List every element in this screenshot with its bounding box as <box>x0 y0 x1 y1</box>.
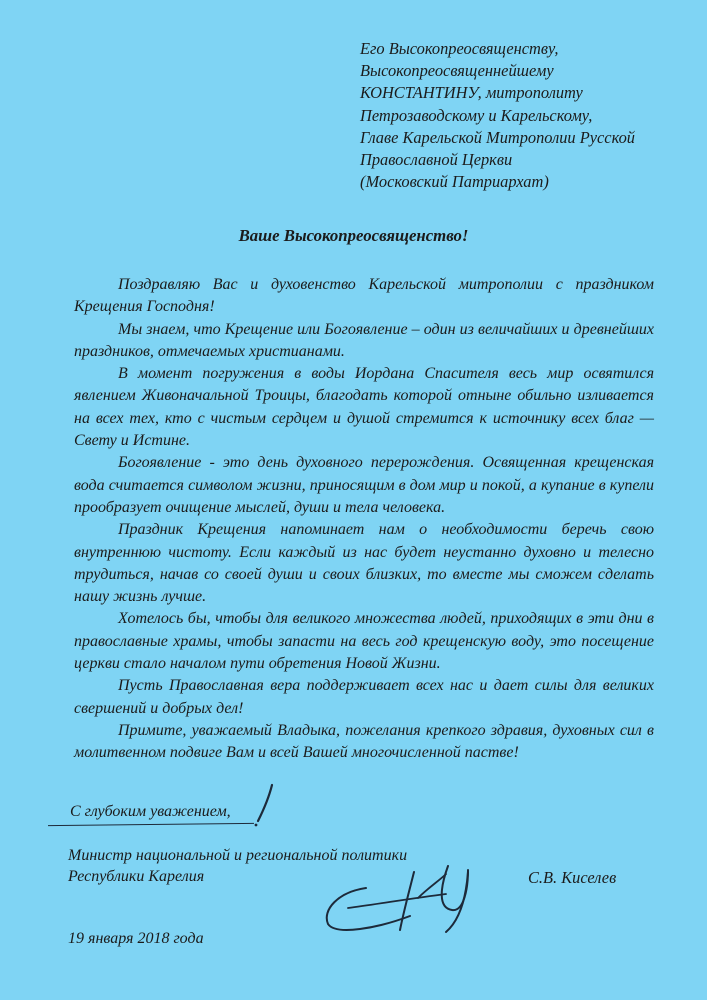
paragraph: Мы знаем, что Крещение или Богоявление – один из величайших и древнейших праздников, отмечаемых христианами. <box>74 320 654 360</box>
handwritten-signature <box>318 858 498 938</box>
paragraph: Поздравляю Вас и духовенство Карельской митрополии с праздником Крещения Господня! <box>74 276 654 316</box>
signer-position-line: Республики Карелия <box>68 868 205 885</box>
pen-underline <box>48 823 254 826</box>
address-line: Его Высокопреосвященству, <box>360 39 559 58</box>
paragraph: В момент погружения в воды Иордана Спасителя весь мир освятился явлением Живоначальной Троицы, благодать которой отныне обильно изливается на всех тех, кто с чистым сердцем и душой стремится к источнику всех благ — Свету и Истине. <box>74 365 654 450</box>
address-line: Высокопреосвященнейшему <box>360 61 554 81</box>
address-line: КОНСТАНТИНУ, митрополиту <box>360 83 583 103</box>
signer-name: С.В. Киселев <box>528 868 617 887</box>
address-line: (Московский Патриархат) <box>360 172 549 192</box>
letter-body <box>74 274 654 765</box>
addressee-block <box>360 38 690 193</box>
signer-position-line: Министр национальной и региональной политики <box>68 847 408 864</box>
letter-date: 19 января 2018 года <box>68 930 204 947</box>
address-line: Православной Церкви <box>360 150 513 170</box>
paragraph: Праздник Крещения напоминает нам о необходимости беречь свою внутреннюю чистоту. Если каждый из нас будет неустанно духовно и телесно трудиться, начав со своей души и своих близких, то вместе мы сможем сделать нашу жизнь лучше. <box>74 521 654 606</box>
paragraph: Примите, уважаемый Владыка, пожелания крепкого здравия, духовных сил в молитвенном подвиге Вам и всей Вашей многочисленной пастве! <box>74 721 654 762</box>
closing-phrase: С глубоким уважением, <box>70 803 231 820</box>
paragraph: Пусть Православная вера поддерживает всех нас и дает силы для великих свершений и добрых дел! <box>74 677 654 717</box>
paragraph: Хотелось бы, чтобы для великого множества людей, приходящих в эти дни в православные храмы, чтобы запасти на весь год крещенскую воду, это посещение церкви стало началом пути обретения Новой Жизни. <box>74 610 654 673</box>
paragraph: Богоявление - это день духовного перерождения. Освященная крещенская вода считается символом жизни, приносящим в дом мир и покой, а купание в купели прообразует очищение мыслей, души и тела человека. <box>74 454 654 516</box>
address-line: Главе Карельской Митрополии Русской <box>360 127 635 147</box>
pen-mark-icon <box>250 783 280 828</box>
address-line: Петрозаводскому и Карельскому, <box>360 105 593 125</box>
salutation: Ваше Высокопреосвященство! <box>238 226 469 245</box>
